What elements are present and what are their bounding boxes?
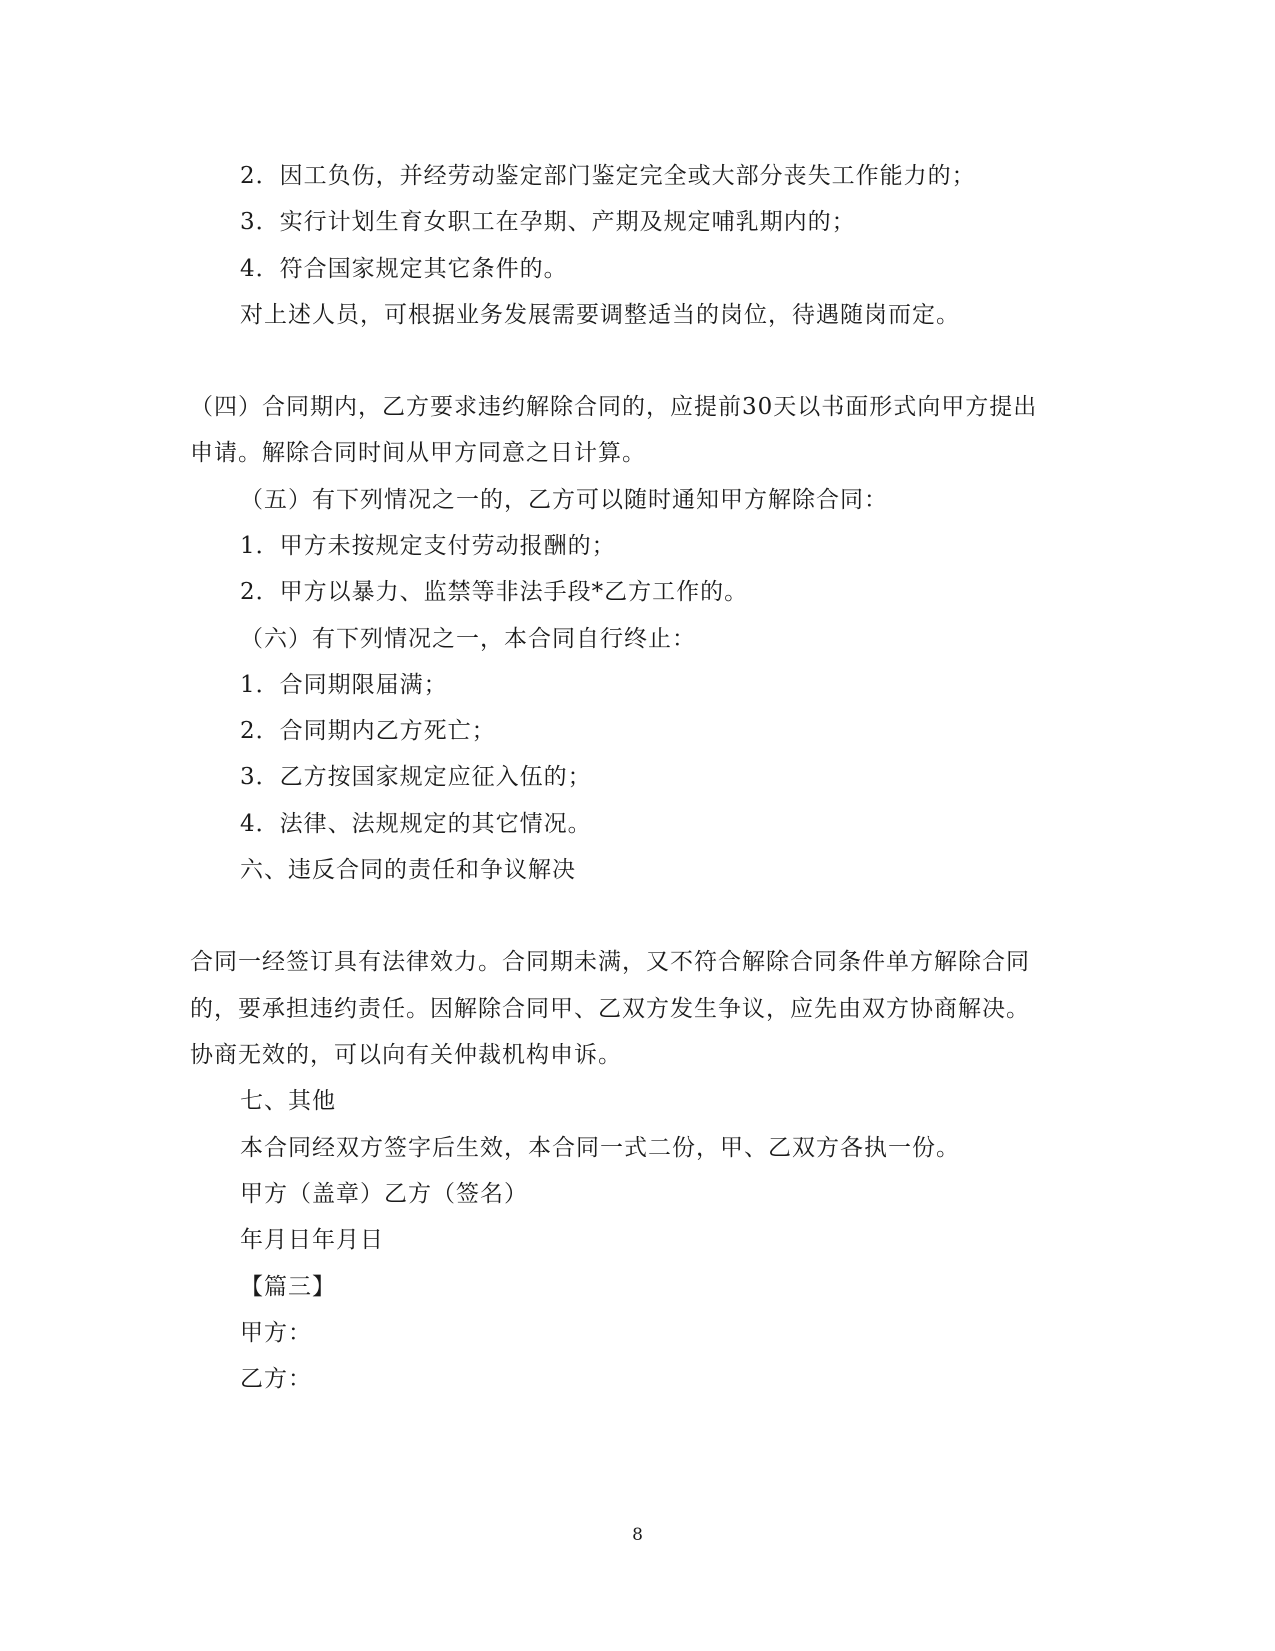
paragraph-section-6-item-1: 1．合同期限届满； bbox=[240, 672, 448, 698]
paragraph-breach-line-1: 合同一经签订具有法律效力。合同期未满，又不符合解除合同条件单方解除合同 bbox=[190, 949, 1030, 975]
paragraph-section-5-heading: （五）有下列情况之一的，乙方可以随时通知甲方解除合同： bbox=[240, 487, 888, 513]
paragraph-section-4-line-1: （四）合同期内，乙方要求违约解除合同的，应提前30天以书面形式向甲方提出 bbox=[190, 394, 1038, 420]
date-line: 年月日年月日 bbox=[240, 1227, 384, 1253]
paragraph-section-6-item-2: 2．合同期内乙方死亡； bbox=[240, 718, 496, 744]
paragraph-section-6-heading: （六）有下列情况之一，本合同自行终止： bbox=[240, 626, 696, 652]
paragraph-section-4-line-2: 申请。解除合同时间从甲方同意之日计算。 bbox=[190, 440, 646, 466]
signature-line: 甲方（盖章）乙方（签名） bbox=[240, 1181, 528, 1207]
paragraph-section-5-item-1: 1．甲方未按规定支付劳动报酬的； bbox=[240, 533, 616, 559]
paragraph-breach-line-2: 的，要承担违约责任。因解除合同甲、乙双方发生争议，应先由双方协商解决。 bbox=[190, 996, 1030, 1022]
section-heading-other: 七、其他 bbox=[240, 1088, 336, 1114]
paragraph-item-2-injury: 2．因工负伤，并经劳动鉴定部门鉴定完全或大部分丧失工作能力的； bbox=[240, 163, 976, 189]
party-b-label: 乙方： bbox=[240, 1366, 312, 1392]
paragraph-section-5-item-2: 2．甲方以暴力、监禁等非法手段*乙方工作的。 bbox=[240, 579, 749, 605]
paragraph-effective: 本合同经双方签字后生效，本合同一式二份，甲、乙双方各执一份。 bbox=[240, 1135, 960, 1161]
page-number: 8 bbox=[632, 1525, 643, 1545]
paragraph-item-3-maternity: 3．实行计划生育女职工在孕期、产期及规定哺乳期内的； bbox=[240, 209, 856, 235]
section-heading-breach: 六、违反合同的责任和争议解决 bbox=[240, 857, 576, 883]
paragraph-item-4-other-conditions: 4．符合国家规定其它条件的。 bbox=[240, 256, 568, 282]
paragraph-section-6-item-3: 3．乙方按国家规定应征入伍的； bbox=[240, 764, 592, 790]
paragraph-section-6-item-4: 4．法律、法规规定的其它情况。 bbox=[240, 811, 592, 837]
party-a-label: 甲方： bbox=[240, 1320, 312, 1346]
chapter-heading: 【篇三】 bbox=[240, 1274, 336, 1300]
paragraph-adjust-position: 对上述人员，可根据业务发展需要调整适当的岗位，待遇随岗而定。 bbox=[240, 302, 960, 328]
paragraph-breach-line-3: 协商无效的，可以向有关仲裁机构申诉。 bbox=[190, 1042, 622, 1068]
